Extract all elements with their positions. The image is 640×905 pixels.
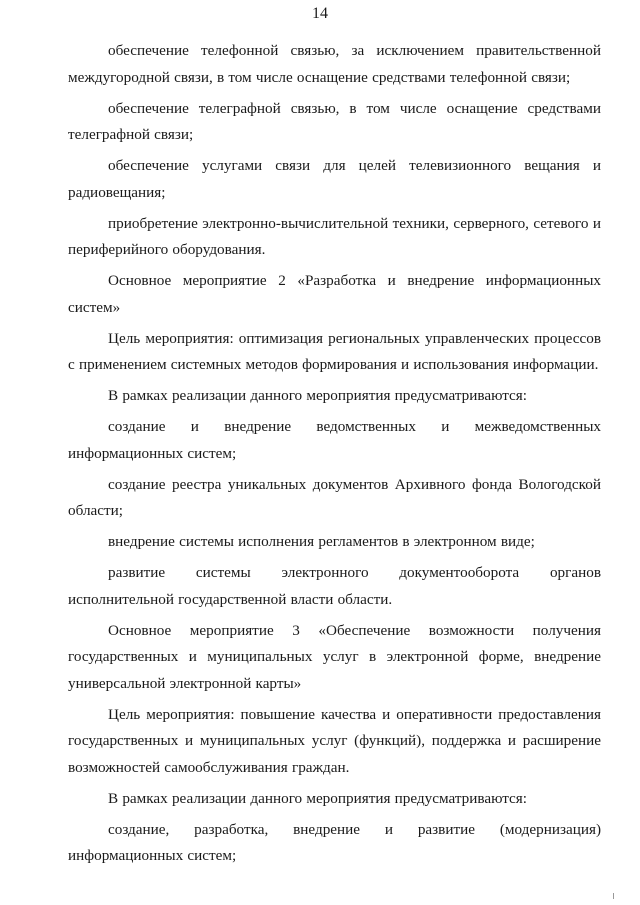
paragraph: обеспечение телефонной связью, за исключением правительственной междугородной связи, в том числе оснащение средствами телефонной связи;	[68, 42, 601, 86]
paragraph: В рамках реализации данного мероприятия предусматриваются:	[108, 789, 528, 807]
page-number: 14	[312, 5, 328, 22]
paragraph: В рамках реализации данного мероприятия предусматриваются:	[108, 387, 528, 404]
paragraph: Цель мероприятия: повышение качества и оперативности предоставления государственных и муниципальных услуг (функций), поддержка и расширение возможностей самообслуживания граждан.	[68, 705, 601, 776]
paragraph: обеспечение телеграфной связью, в том числе оснащение средствами телеграфной связи;	[68, 99, 601, 143]
paragraph: внедрение системы исполнения регламентов в электронном виде;	[108, 533, 535, 550]
paragraph: Цель мероприятия: оптимизация региональных управленческих процессов с применением системных методов формирования и использования информации.	[68, 329, 601, 373]
paragraph: приобретение электронно-вычислительной техники, серверного, сетевого и периферийного оборудования.	[68, 214, 601, 258]
section-heading: Основное мероприятие 2 «Разработка и внедрение информационных систем»	[68, 272, 601, 316]
scan-mark	[613, 893, 614, 899]
page-body	[68, 38, 601, 874]
paragraph: создание реестра уникальных документов Архивного фонда Вологодской области;	[68, 475, 601, 519]
paragraph: создание, разработка, внедрение и развитие (модернизация) информационных систем;	[68, 820, 601, 864]
section-heading: Основное мероприятие 3 «Обеспечение возможности получения государственных и муниципальных услуг в электронной форме, внедрение универсальной электронной карты»	[68, 621, 601, 692]
paragraph: развитие системы электронного документооборота органов исполнительной государственной власти области.	[68, 564, 601, 608]
paragraph: обеспечение услугами связи для целей телевизионного вещания и радиовещания;	[68, 157, 601, 201]
paragraph: создание и внедрение ведомственных и межведомственных информационных систем;	[68, 418, 601, 462]
